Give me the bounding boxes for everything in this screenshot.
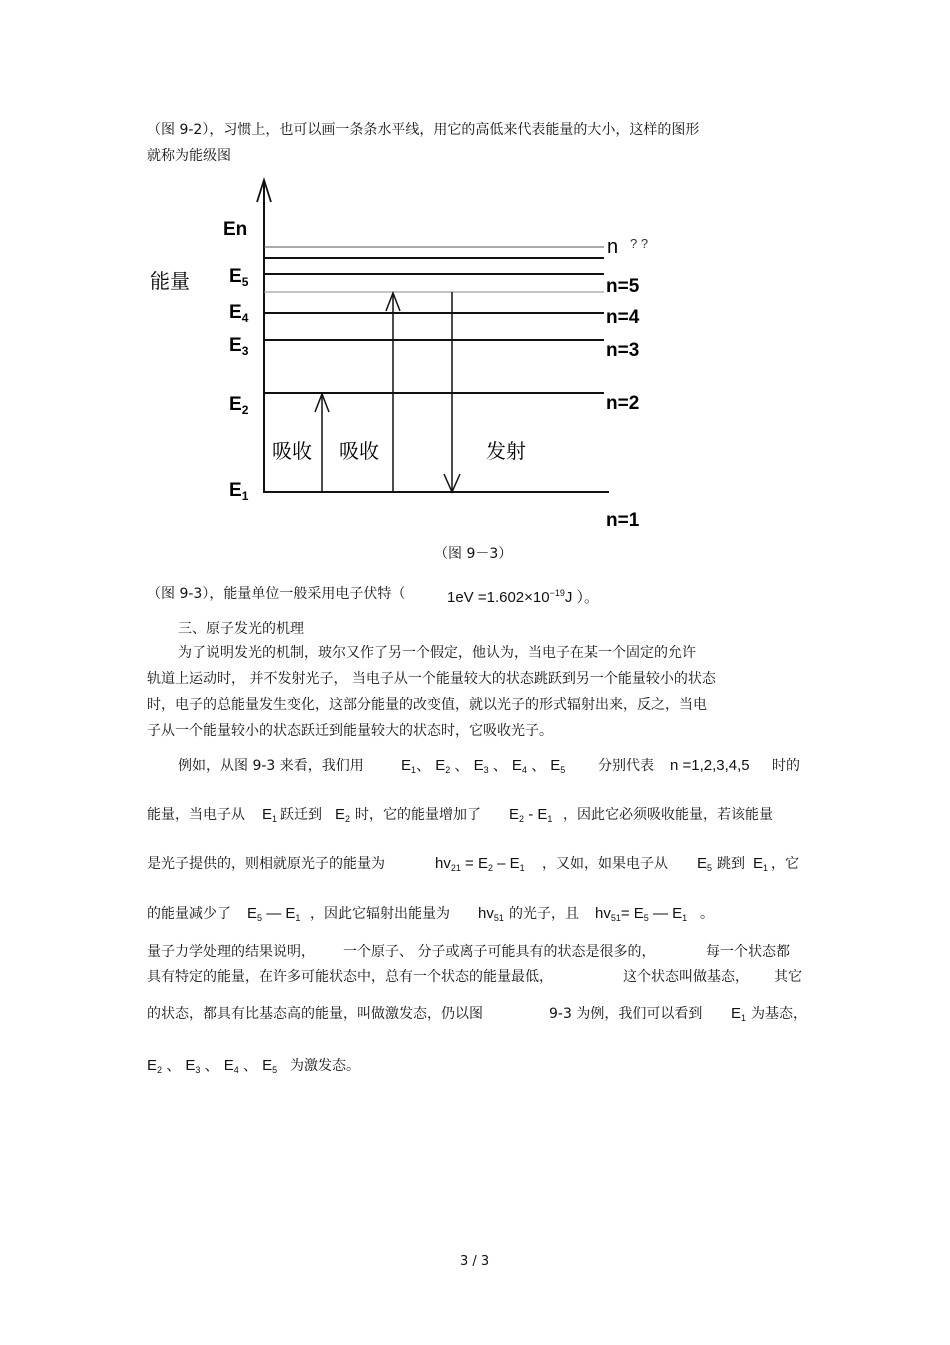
example-line-4c: 的光子，且 [509,906,579,922]
example-line-2a: 能量，当电子从 [147,807,245,823]
e5-symbol: $E_5$ [697,855,713,873]
label-E4: $E_4$ [229,302,249,325]
example-line-1-n: n =1,2,3,4,5 [670,757,750,774]
y-axis-label: 能量 [150,269,190,293]
label-absorb-1: 吸收 [272,439,312,463]
label-n3: n=3 [606,340,640,361]
page-number: 3 / 3 [460,1254,490,1269]
example-line-4a: 的能量减少了 [147,906,231,922]
intro-line-2: 就称为能级图 [147,148,231,164]
quantum-line-1c: 每一个状态都 [706,944,790,960]
example-line-1-levels: $E_1$、 $E_2$ 、 $E_3$ 、 $E_4$ 、 $E_5$ [401,757,566,775]
unit-line-text: （图 9-3），能量单位一般采用电子伏特（ [147,586,406,602]
para1-line-4: 子从一个能量较小的状态跃迁到能量较大的状态时，它吸收光子。 [147,723,553,739]
example-line-2d: ，因此它必须吸收能量，若该能量 [563,807,773,823]
example-line-3b: ，又如，如果电子从 [542,856,668,872]
unit-line-eq: $1eV =1.602\times 10^{-19}J$ ）。 [447,588,600,606]
label-n-inf: n [607,236,619,258]
quantum-line-3b: 9-3 为例，我们可以看到 [549,1006,703,1022]
label-absorb-2: 吸收 [339,439,379,463]
label-n5: n=5 [606,276,640,297]
quantum-line-4-levels: $E_2$ 、 $E_3$ 、 $E_4$ 、 $E_5$ [147,1057,278,1075]
energy-level-diagram [0,0,950,560]
quantum-line-4: 为激发态。 [290,1058,360,1074]
label-En: En [223,219,248,240]
label-E5: $E_5$ [229,266,249,289]
e2-minus-e1: $E_2 - E_1$ [509,806,553,824]
example-line-1c: 时的 [772,758,800,774]
e1-symbol: $E_1$ [753,855,769,873]
e2-symbol: $E_2$ [335,806,351,824]
quantum-line-3a: 的状态，都具有比基态高的能量，叫做激发态，仍以图 [147,1006,483,1022]
para1-line-3: 时，电子的总能量发生变化，这部分能量的改变值，就以光子的形式辐射出来，反之，当电 [147,697,707,713]
quantum-line-2b: 这个状态叫做基态， [623,969,749,985]
para1-line-2: 轨道上运动时， 并不发射光子， 当电子从一个能量较大的状态跳跃到另一个能量较小的状态 [147,671,716,687]
e1-symbol: $E_1$ [262,806,278,824]
label-n-inf-q: ? ? [630,236,649,251]
section-heading: 三、原子发光的机理 [178,621,304,637]
quantum-line-2a: 具有特定的能量，在许多可能状态中，总有一个状态的能量最低， [147,969,553,985]
label-n1: n=1 [606,510,640,531]
label-n4: n=4 [606,307,640,328]
example-line-4b: ，因此它辐射出能量为 [310,906,450,922]
hv51-equation: $hv_{51}= E_5$ — $E_1$ [595,905,688,923]
example-line-3c: 跳到 [717,856,745,872]
label-E1: $E_1$ [229,480,249,503]
figure-caption: （图 9－3） [434,546,513,562]
label-n2: n=2 [606,393,640,414]
quantum-line-1b: 一个原子、 分子或离子可能具有的状态是很多的， [343,944,656,960]
e1-symbol: $E_1$ [731,1005,747,1023]
label-E2: $E_2$ [229,394,249,417]
label-emit: 发射 [486,439,526,463]
example-line-4d: 。 [700,906,714,922]
example-line-2b: 跃迁到 [280,807,322,823]
example-line-2c: 时，它的能量增加了 [355,807,481,823]
label-E3: $E_3$ [229,335,249,358]
quantum-line-1a: 量子力学处理的结果说明， [147,944,315,960]
para1-line-1: 为了说明发光的机制，玻尔又作了另一个假定，他认为，当电子在某一个固定的允许 [178,645,696,661]
intro-line-1: （图 9-2），习惯上，也可以画一条条水平线，用它的高低来代表能量的大小，这样的图形 [147,122,700,138]
quantum-line-3c: 为基态， [751,1006,807,1022]
e5-minus-e1: $E_5$ — $E_1$ [247,905,301,923]
quantum-line-2c: 其它 [774,969,802,985]
example-line-3a: 是光子提供的，则相就原光子的能量为 [147,856,385,872]
hv21-equation: $hv_{21} = E_2 - E_1$ [435,855,525,873]
example-line-3d: ，它 [771,856,799,872]
hv51-symbol: $hv_{51}$ [478,905,504,923]
example-line-1b: 分别代表 [598,758,654,774]
example-line-1a: 例如，从图 9-3 来看，我们用 [178,758,364,774]
